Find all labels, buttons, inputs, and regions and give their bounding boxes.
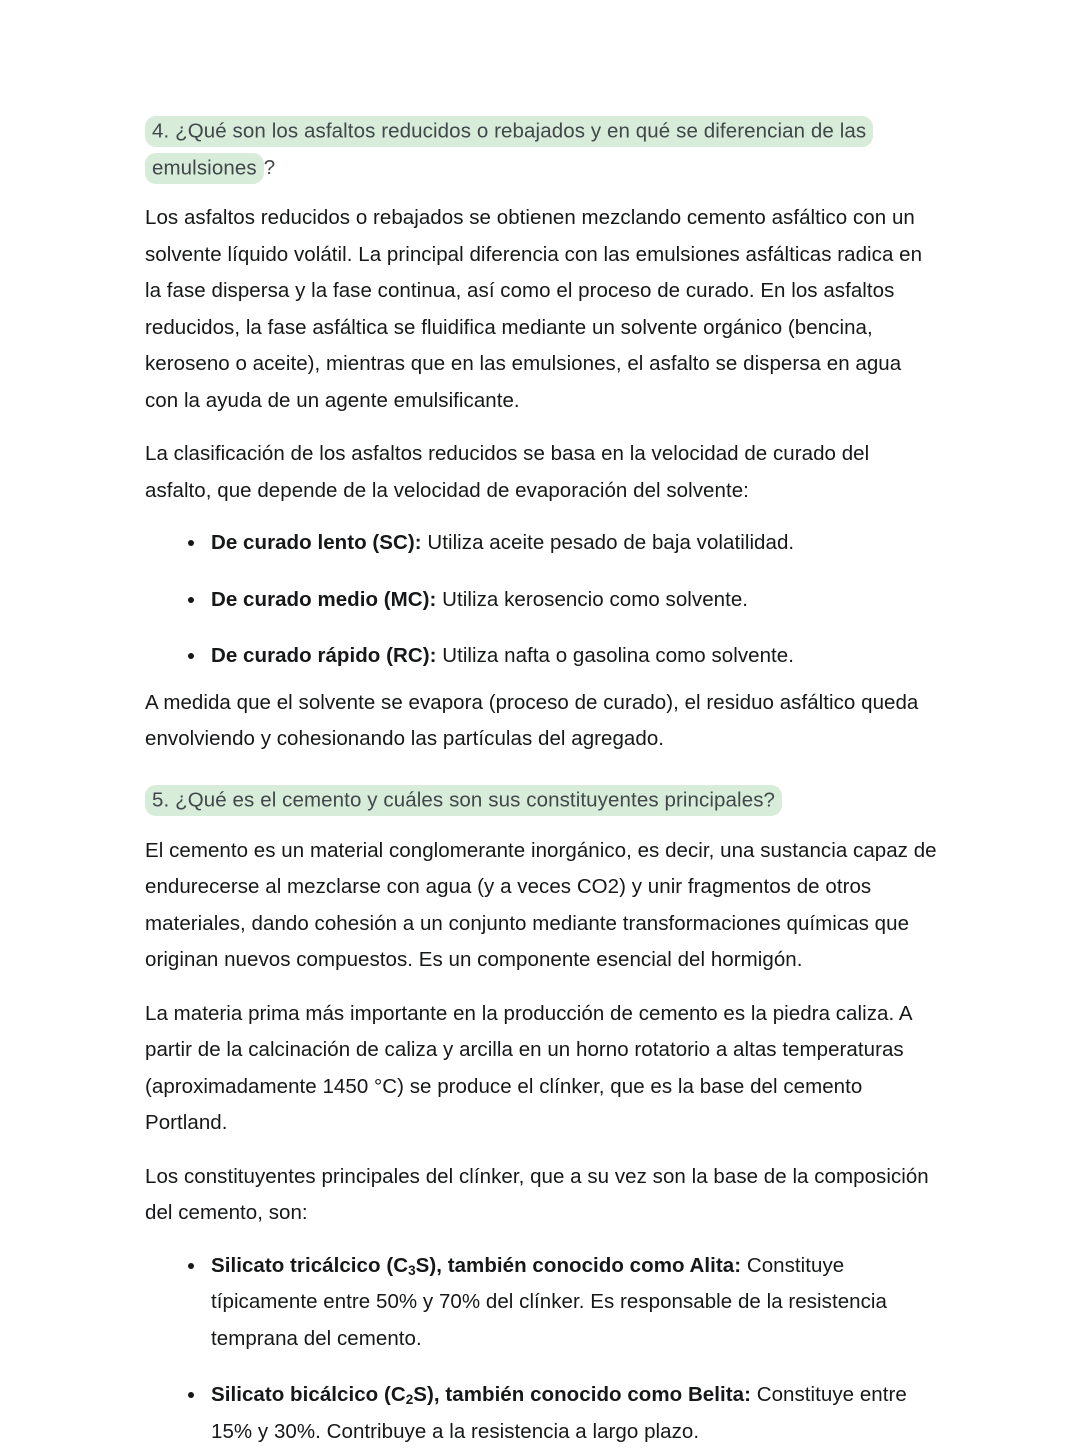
list-item	[145, 582, 940, 619]
list-item-label	[211, 1254, 741, 1277]
bullet-dot-icon	[188, 653, 194, 659]
list-item-label	[211, 1383, 751, 1406]
compound-name-suffix: S), también conocido como Alita:	[416, 1254, 741, 1277]
compound-subscript: 3	[408, 1263, 416, 1278]
list-item-text: Utiliza kerosencio como solvente.	[436, 588, 748, 611]
list-item-text: Constituye entre 15% y 30%. Contribuye a la resistencia a largo plazo.	[211, 1383, 907, 1443]
list-item-label: De curado lento (SC):	[211, 531, 422, 554]
section-5-bullet-list	[145, 1248, 940, 1450]
section-4-bullet-list	[145, 525, 940, 675]
question-heading-4-tail: ?	[264, 156, 276, 179]
bullet-dot-icon	[188, 1263, 194, 1269]
section-5-paragraph-3: Los constituyentes principales del clínker, que a su vez son la base de la composición del cemento, son:	[145, 1159, 940, 1232]
section-4-paragraph-2: La clasificación de los asfaltos reducidos se basa en la velocidad de curado del asfalto, que depende de la velocidad de evaporación del solvente:	[145, 436, 940, 509]
list-item-text: Utiliza aceite pesado de baja volatilidad.	[422, 531, 795, 554]
list-item-text: Utiliza nafta o gasolina como solvente.	[436, 644, 794, 667]
document-content	[145, 112, 940, 1450]
section-4-closing-paragraph: A medida que el solvente se evapora (proceso de curado), el residuo asfáltico queda envolviendo y cohesionando las partículas del agregado.	[145, 685, 940, 758]
list-item	[145, 1377, 940, 1450]
section-5-paragraph-2: La materia prima más importante en la producción de cemento es la piedra caliza. A partir de la calcinación de caliza y arcilla en un horno rotatorio a altas temperaturas (aproximadamente 1450 °C) se produce el clínker, que es la base del cemento Portland.	[145, 996, 940, 1142]
section-5-paragraph-1: El cemento es un material conglomerante inorgánico, es decir, una sustancia capaz de endurecerse al mezclarse con agua (y a veces CO2) y unir fragmentos de otros materiales, dando cohesión a un conjunto mediante transformaciones químicas que originan nuevos compuestos. Es un componente esencial del hormigón.	[145, 833, 940, 979]
question-heading-4	[145, 112, 940, 186]
list-item	[145, 1248, 940, 1358]
bullet-dot-icon	[188, 597, 194, 603]
question-heading-5	[145, 782, 940, 819]
bullet-dot-icon	[188, 1392, 194, 1398]
compound-subscript: 2	[406, 1392, 414, 1407]
compound-name-prefix: Silicato bicálcico (C	[211, 1383, 406, 1406]
compound-name-suffix: S), también conocido como Belita:	[413, 1383, 751, 1406]
bullet-dot-icon	[188, 540, 194, 546]
list-item	[145, 525, 940, 562]
question-heading-4-highlight: 4. ¿Qué son los asfaltos reducidos o rebajados y en qué se diferencian de las emulsiones	[145, 116, 873, 184]
list-item-label: De curado rápido (RC):	[211, 644, 436, 667]
list-item-text: Constituye típicamente entre 50% y 70% del clínker. Es responsable de la resistencia temprana del cemento.	[211, 1254, 887, 1350]
list-item-label: De curado medio (MC):	[211, 588, 436, 611]
question-heading-5-highlight: 5. ¿Qué es el cemento y cuáles son sus constituyentes principales?	[145, 785, 782, 816]
compound-name-prefix: Silicato tricálcico (C	[211, 1254, 408, 1277]
list-item	[145, 638, 940, 675]
section-4-paragraph-1: Los asfaltos reducidos o rebajados se obtienen mezclando cemento asfáltico con un solvente líquido volátil. La principal diferencia con las emulsiones asfálticas radica en la fase dispersa y la fase continua, así como el proceso de curado. En los asfaltos reducidos, la fase asfáltica se fluidifica mediante un solvente orgánico (bencina, keroseno o aceite), mientras que en las emulsiones, el asfalto se dispersa en agua con la ayuda de un agente emulsificante.	[145, 200, 940, 419]
